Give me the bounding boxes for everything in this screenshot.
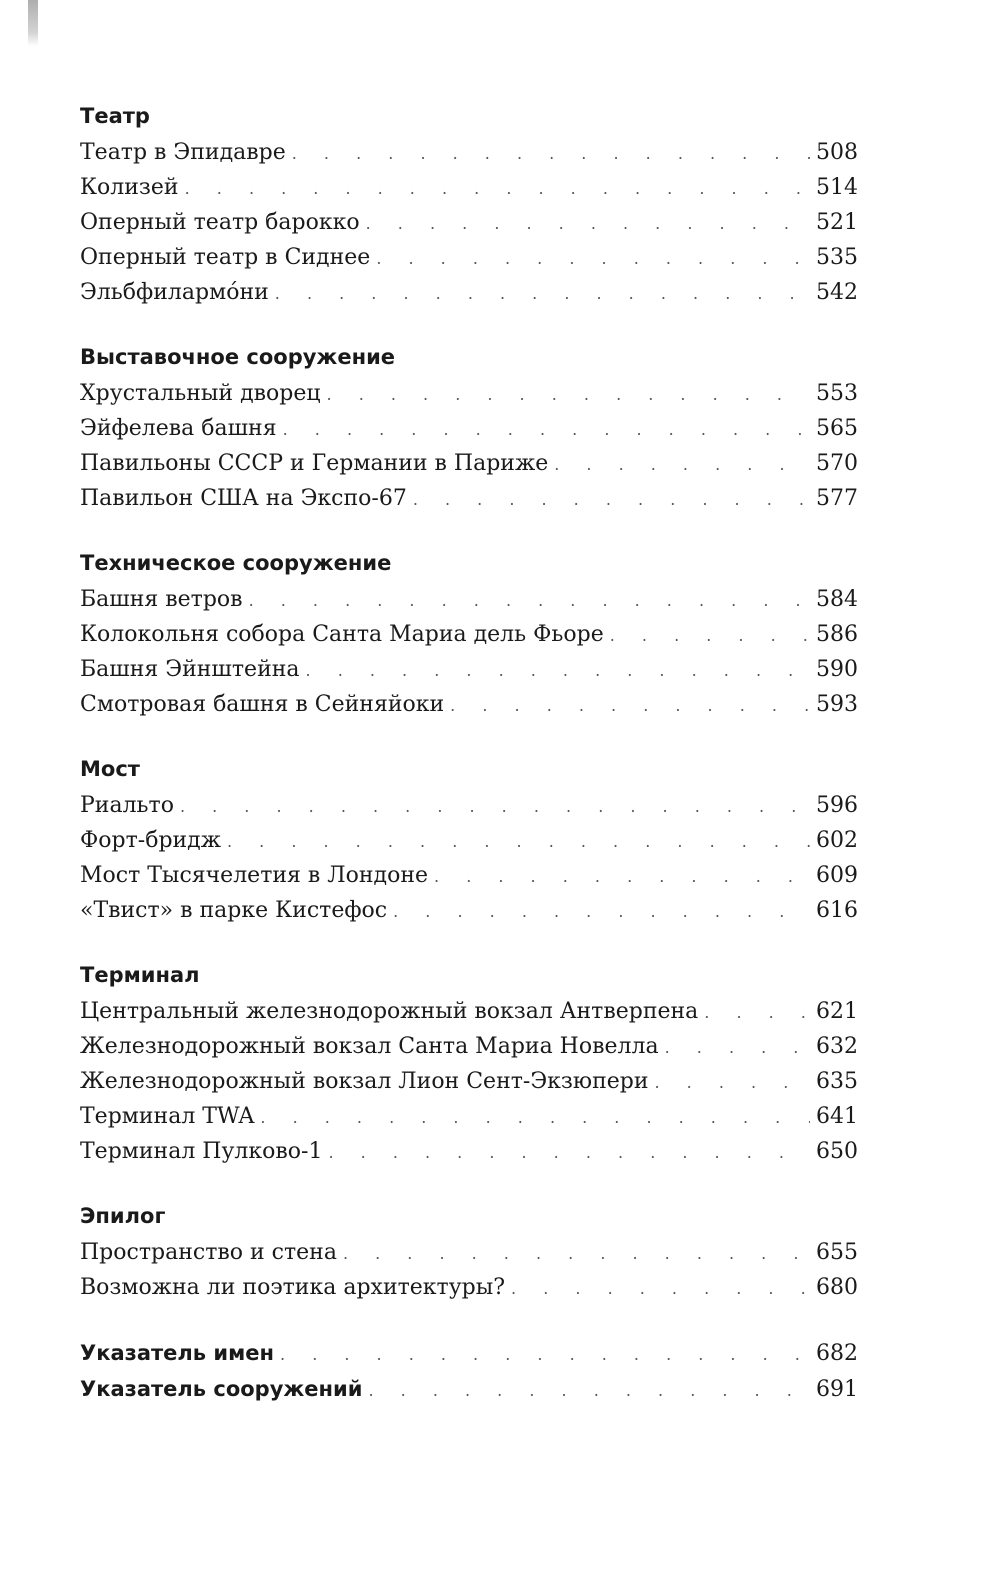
entry-page: 635	[816, 1069, 858, 1094]
dot-leader	[260, 1101, 810, 1135]
section-title: Мост	[80, 757, 140, 781]
toc-entry[interactable]	[80, 653, 858, 688]
toc-entry[interactable]	[80, 171, 858, 206]
entry-page: 616	[816, 898, 858, 923]
toc-entry[interactable]	[80, 859, 858, 894]
entry-title: Оперный театр в Сиднее	[80, 245, 371, 270]
dot-leader	[554, 448, 810, 482]
entry-title: Колокольня собора Санта Мариа дель Фьоре	[80, 622, 604, 647]
toc-index-block	[80, 1336, 858, 1408]
dot-leader	[704, 996, 810, 1030]
dot-leader	[185, 172, 810, 206]
dot-leader	[376, 242, 810, 276]
entry-page: 586	[816, 622, 858, 647]
entry-page: 680	[816, 1275, 858, 1300]
toc-entry[interactable]	[80, 136, 858, 171]
section-title: Терминал	[80, 963, 200, 987]
entry-title: Смотровая башня в Сейняйоки	[80, 692, 445, 717]
entry-page: 632	[816, 1034, 858, 1059]
entry-page: 514	[816, 175, 858, 200]
dot-leader	[292, 137, 810, 171]
entry-title: Колизей	[80, 175, 179, 200]
entry-title: Железнодорожный вокзал Лион Сент-Экзюпери	[80, 1069, 649, 1094]
dot-leader	[280, 1338, 810, 1372]
entry-title: Башня ветров	[80, 587, 243, 612]
dot-leader	[655, 1066, 811, 1100]
dot-leader	[413, 483, 810, 517]
toc-entry[interactable]	[80, 1030, 858, 1065]
entry-title: Оперный театр барокко	[80, 210, 360, 235]
entry-title: Возможна ли поэтика архитектуры?	[80, 1275, 506, 1300]
entry-title: Форт-бридж	[80, 828, 221, 853]
entry-page: 570	[816, 451, 858, 476]
dot-leader	[450, 689, 810, 723]
entry-title: Железнодорожный вокзал Санта Мариа Новелла	[80, 1034, 659, 1059]
dot-leader	[393, 895, 810, 929]
toc-section-theatre	[80, 100, 858, 311]
toc-entry[interactable]	[80, 482, 858, 517]
entry-title: Павильоны СССР и Германии в Париже	[80, 451, 549, 476]
entry-title: Эйфелева башня	[80, 416, 277, 441]
dot-leader	[180, 790, 810, 824]
toc-index-entry[interactable]	[80, 1336, 858, 1372]
toc-entry[interactable]	[80, 206, 858, 241]
toc-entry[interactable]	[80, 824, 858, 859]
entry-title: Терминал Пулково-1	[80, 1139, 323, 1164]
toc-entry[interactable]	[80, 995, 858, 1030]
toc-entry[interactable]	[80, 447, 858, 482]
dot-leader	[275, 277, 810, 311]
dot-leader	[327, 378, 810, 412]
toc-entry[interactable]	[80, 894, 858, 929]
entry-title: «Твист» в парке Кистефос	[80, 898, 388, 923]
dot-leader	[366, 207, 810, 241]
dot-leader	[283, 413, 810, 447]
entry-title: Эльбфилармóни	[80, 280, 269, 305]
entry-page: 542	[816, 280, 858, 305]
entry-page: 521	[816, 210, 858, 235]
toc-entry[interactable]	[80, 1271, 858, 1306]
entry-page: 553	[816, 381, 858, 406]
dot-leader	[610, 619, 810, 653]
entry-page: 535	[816, 245, 858, 270]
toc-section-terminal	[80, 959, 858, 1170]
toc-entry[interactable]	[80, 276, 858, 311]
toc-section-technical	[80, 547, 858, 723]
section-title: Выставочное сооружение	[80, 345, 396, 369]
entry-title: Павильон США на Экспо-67	[80, 486, 407, 511]
section-title: Театр	[80, 104, 150, 128]
entry-page: 682	[816, 1341, 858, 1366]
entry-title: Центральный железнодорожный вокзал Антверпена	[80, 999, 699, 1024]
toc-section-bridge	[80, 753, 858, 929]
entry-title: Хрустальный дворец	[80, 381, 321, 406]
entry-page: 590	[816, 657, 858, 682]
section-title: Техническое сооружение	[80, 551, 392, 575]
toc-entry[interactable]	[80, 789, 858, 824]
entry-title: Терминал TWA	[80, 1104, 255, 1129]
table-of-contents	[80, 100, 858, 1408]
toc-entry[interactable]	[80, 688, 858, 723]
dot-leader	[511, 1272, 810, 1306]
toc-entry[interactable]	[80, 1100, 858, 1135]
dot-leader	[665, 1031, 810, 1065]
toc-entry[interactable]	[80, 412, 858, 447]
entry-page: 508	[816, 140, 858, 165]
entry-page: 621	[816, 999, 858, 1024]
dot-leader	[434, 860, 810, 894]
dot-leader	[227, 825, 810, 859]
toc-entry[interactable]	[80, 241, 858, 276]
scan-edge-mark	[28, 0, 38, 46]
toc-entry[interactable]	[80, 1236, 858, 1271]
toc-index-entry[interactable]	[80, 1372, 858, 1408]
entry-page: 565	[816, 416, 858, 441]
entry-page: 655	[816, 1240, 858, 1265]
entry-title: Театр в Эпидавре	[80, 140, 286, 165]
toc-entry[interactable]	[80, 1135, 858, 1170]
entry-page: 641	[816, 1104, 858, 1129]
toc-entry[interactable]	[80, 377, 858, 412]
entry-title: Риальто	[80, 793, 174, 818]
toc-section-epilogue	[80, 1200, 858, 1306]
toc-entry[interactable]	[80, 583, 858, 618]
dot-leader	[249, 584, 810, 618]
entry-title: Пространство и стена	[80, 1240, 337, 1265]
dot-leader	[368, 1374, 810, 1408]
entry-page: 609	[816, 863, 858, 888]
entry-page: 691	[816, 1377, 858, 1402]
entry-title: Мост Тысячелетия в Лондоне	[80, 863, 429, 888]
entry-page: 577	[816, 486, 858, 511]
dot-leader	[343, 1237, 810, 1271]
toc-entry[interactable]	[80, 1065, 858, 1100]
section-title: Эпилог	[80, 1204, 166, 1228]
entry-title: Башня Эйнштейна	[80, 657, 300, 682]
toc-section-exhibition	[80, 341, 858, 517]
toc-entry[interactable]	[80, 618, 858, 653]
dot-leader	[306, 654, 810, 688]
entry-title: Указатель имен	[80, 1341, 275, 1365]
dot-leader	[328, 1136, 810, 1170]
entry-page: 596	[816, 793, 858, 818]
entry-page: 602	[816, 828, 858, 853]
entry-page: 650	[816, 1139, 858, 1164]
entry-title: Указатель сооружений	[80, 1377, 363, 1401]
entry-page: 584	[816, 587, 858, 612]
entry-page: 593	[816, 692, 858, 717]
